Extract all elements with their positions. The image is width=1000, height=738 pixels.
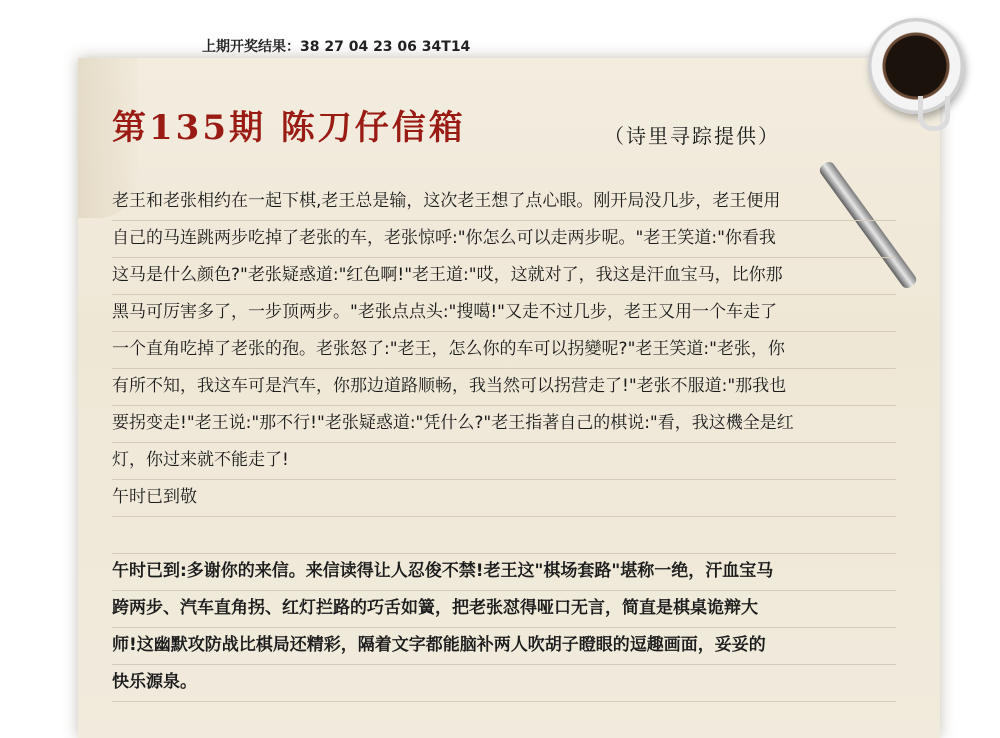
letter-line: 自己的马连跳两步吃掉了老张的车，老张惊呼:"你怎么可以走两步呢。"老王笑道:"你看我 <box>112 221 896 258</box>
letter-line: 要拐变走!"老王说:"那不行!"老张疑惑道:"凭什么?"老王指著自己的棋说:"看，我这機全是红 <box>112 406 896 443</box>
letter-title: 第135期 陈刀仔信箱 <box>112 108 466 148</box>
letter-provider: （诗里寻踪提供） <box>604 124 780 148</box>
letter-line: 灯，你过来就不能走了! <box>112 443 896 480</box>
letter-line: 老王和老张相约在一起下棋,老王总是输，这次老王想了点心眼。刚开局没几步，老王便用 <box>112 184 896 221</box>
last-draw-result: 上期开奖结果：38 27 04 23 06 34T14 <box>202 39 471 55</box>
reply-line: 快乐源泉。 <box>112 665 896 702</box>
letter-line: 有所不知，我这车可是汽车，你那边道路顺畅，我当然可以拐营走了!"老张不服道:"那我也 <box>112 369 896 406</box>
coffee-cup-handle <box>918 96 950 131</box>
letter-body <box>112 184 896 702</box>
letter-line: 这马是什么颜色?"老张疑惑道:"红色啊!"老王道:"哎，这就对了，我这是汗血宝马，比你那 <box>112 258 896 295</box>
letter-line: 黑马可厉害多了，一步顶两步。"老张点点头:"搜噶!"又走不过几步，老王又用一个车走了 <box>112 295 896 332</box>
letter-signature: 午时已到敬 <box>112 480 896 517</box>
letter-line: 一个直角吃掉了老张的孢。老张怒了:"老王，怎么你的车可以拐變呢?"老王笑道:"老张，你 <box>112 332 896 369</box>
reply-line: 午时已到:多谢你的来信。来信读得让人忍俊不禁!老王这"棋场套路"堪称一绝，汗血宝马 <box>112 554 896 591</box>
blank-line <box>112 517 896 554</box>
reply-line: 跨两步、汽车直角拐、红灯拦路的巧舌如簧，把老张怼得哑口无言，简直是棋桌诡辩大 <box>112 591 896 628</box>
reply-line: 师!这幽默攻防战比棋局还精彩，隔着文字都能脑补两人吹胡子瞪眼的逗趣画面，妥妥的 <box>112 628 896 665</box>
